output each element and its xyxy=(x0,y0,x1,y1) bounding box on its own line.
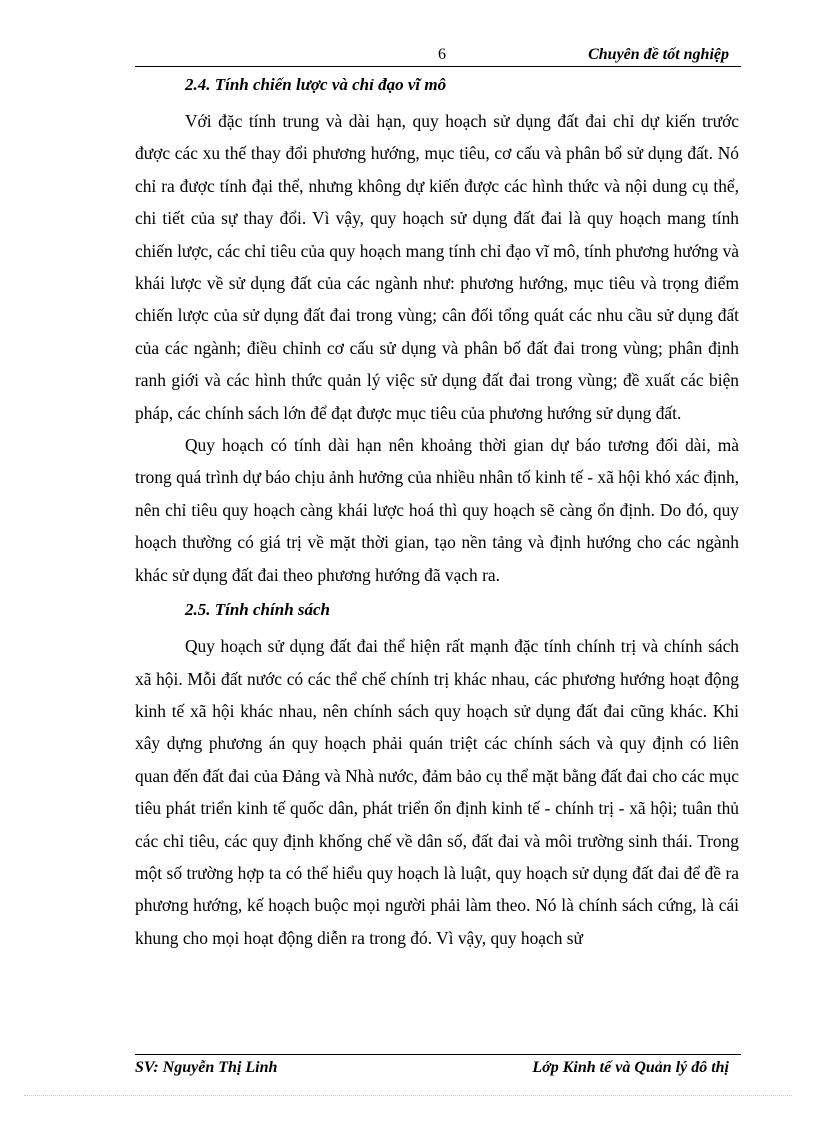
document-title: Chuyên đề tốt nghiệp xyxy=(588,46,729,63)
page-edge-divider xyxy=(24,1095,792,1096)
section-heading-2-4: 2.4. Tính chiến lược và chỉ đạo vĩ mô xyxy=(185,75,447,94)
section-heading-2-5: 2.5. Tính chính sách xyxy=(185,600,331,620)
paragraph-2-4-2: Quy hoạch có tính dài hạn nên khoảng thời gian dự báo tương đối dài, mà trong quá trình dự báo chịu ảnh hưởng của nhiều nhân tố kinh tế - xã hội khó xác định, nên chỉ tiêu quy hoạch càng khái lược hoá thì quy hoạch sẽ càng ổn định. Do đó, quy hoạch thường có giá trị về mặt thời gian, tạo nền tảng và định hướng cho các ngành khác sử dụng đất đai theo phương hướng đã vạch ra. xyxy=(135,435,739,585)
page-number: 6 xyxy=(438,46,446,63)
footer-student-name: SV: Nguyễn Thị Linh xyxy=(135,1059,278,1076)
page-footer xyxy=(135,1054,741,1079)
page-header xyxy=(135,44,741,67)
page-content xyxy=(135,74,739,954)
paragraph-2-5-1: Quy hoạch sử dụng đất đai thể hiện rất mạnh đặc tính chính trị và chính sách xã hội. Mỗi đất nước có các thể chế chính trị khác nhau, các phương hướng hoạt động kinh tế xã hội khác nhau, nên chính sách quy hoạch sử dụng đất đai cũng khác. Khi xây dựng phương án quy hoạch phải quán triệt các chính sách và quy định có liên quan đến đất đai của Đảng và Nhà nước, đảm bảo cụ thể mặt bằng đất đai cho các mục tiêu phát triển kinh tế quốc dân, phát triển ổn định kinh tế - chính trị - xã hội; tuân thủ các chỉ tiêu, các quy định khống chế về dân số, đất đai và môi trường sinh thái. Trong một số trường hợp ta có thể hiểu quy hoạch là luật, quy hoạch sử dụng đất đai để đề ra phương hướng, kế hoạch buộc mọi người phải làm theo. Nó là chính sách cứng, là cái khung cho mọi hoạt động diễn ra trong đó. Vì vậy, quy hoạch sử xyxy=(135,636,739,948)
paragraph-2-4-1: Với đặc tính trung và dài hạn, quy hoạch sử dụng đất đai chỉ dự kiến trước được các xu thế thay đổi phương hướng, mục tiêu, cơ cấu và phân bổ sử dụng đất. Nó chỉ ra được tính đại thể, nhưng không dự kiến được các hình thức và nội dung cụ thể, chi tiết của sự thay đổi. Vì vậy, quy hoạch sử dụng đất đai là quy hoạch mang tính chiến lược, các chỉ tiêu của quy hoạch mang tính chỉ đạo vĩ mô, tính phương hướng và khái lược về sử dụng đất của các ngành như: phương hướng, mục tiêu và trọng điểm chiến lược của sử dụng đất đai trong vùng; cân đối tổng quát các nhu cầu sử dụng đất của các ngành; điều chỉnh cơ cấu sử dụng và phân bố đất đai trong vùng; phân định ranh giới và các hình thức quản lý việc sử dụng đất đai trong vùng; đề xuất các biện pháp, các chính sách lớn để đạt được mục tiêu của phương hướng sử dụng đất. xyxy=(135,111,739,423)
footer-class-name: Lớp Kinh tế và Quản lý đô thị xyxy=(532,1059,729,1076)
